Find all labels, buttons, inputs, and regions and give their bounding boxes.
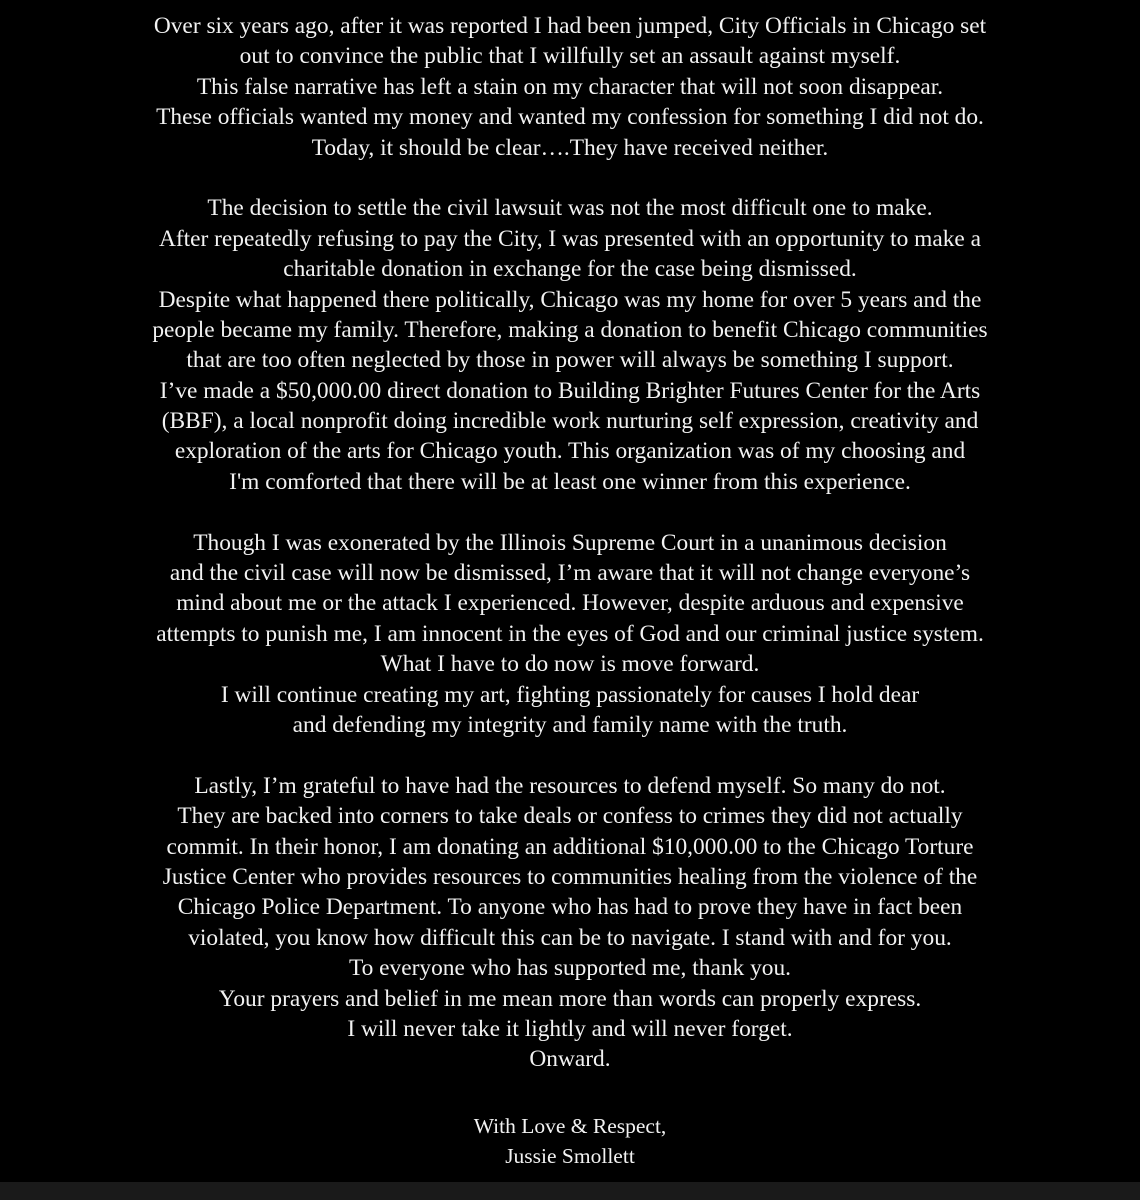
statement-line: These officials wanted my money and wanted my confession for something I did not do. xyxy=(156,104,984,131)
statement-line: mind about me or the attack I experienced. However, despite arduous and expensive xyxy=(176,590,964,617)
statement-line: To everyone who has supported me, thank you. xyxy=(348,955,792,982)
statement-line: out to convince the public that I willfully set an assault against myself. xyxy=(239,43,901,70)
statement-line: Justice Center who provides resources to communities healing from the violence of the xyxy=(162,863,978,890)
statement-line: attempts to punish me, I am innocent in the eyes of God and our criminal justice system. xyxy=(156,620,984,647)
paragraph-spacer xyxy=(0,163,1140,193)
statement-line: I will continue creating my art, fighting passionately for causes I hold dear xyxy=(220,681,920,708)
closing-salutation: With Love & Respect, xyxy=(473,1114,667,1138)
statement-line: people became my family. Therefore, making a donation to benefit Chicago communities xyxy=(152,316,988,343)
statement-line: commit. In their honor, I am donating an additional $10,000.00 to the Chicago Torture xyxy=(166,833,974,860)
statement-line: What I have to do now is move forward. xyxy=(380,651,760,678)
paragraph-2 xyxy=(0,193,1140,497)
signature-name: Jussie Smollett xyxy=(505,1144,635,1168)
paragraph-4 xyxy=(0,771,1140,1075)
paragraph-1 xyxy=(0,11,1140,163)
statement-line: Onward. xyxy=(529,1046,611,1073)
statement-body xyxy=(0,11,1140,1075)
statement-line: Lastly, I’m grateful to have had the resources to defend myself. So many do not. xyxy=(194,772,946,799)
statement-line: (BBF), a local nonprofit doing incredible work nurturing self expression, creativity and xyxy=(161,408,979,435)
statement-line: Despite what happened there politically, Chicago was my home for over 5 years and the xyxy=(158,286,982,313)
statement-line: I'm comforted that there will be at least one winner from this experience. xyxy=(229,468,911,495)
statement-line: The decision to settle the civil lawsuit was not the most difficult one to make. xyxy=(207,195,933,222)
statement-line: Today, it should be clear….They have received neither. xyxy=(311,134,829,161)
statement-line: This false narrative has left a stain on my character that will not soon disappear. xyxy=(196,73,944,100)
statement-line: They are backed into corners to take deals or confess to crimes they did not actually xyxy=(177,803,963,830)
bottom-edge-bar xyxy=(0,1182,1140,1200)
statement-line: and defending my integrity and family name with the truth. xyxy=(292,711,848,738)
statement-line: violated, you know how difficult this can be to navigate. I stand with and for you. xyxy=(188,924,952,951)
paragraph-spacer xyxy=(0,740,1140,770)
statement-line: Your prayers and belief in me mean more than words can properly express. xyxy=(218,985,922,1012)
paragraph-spacer xyxy=(0,497,1140,527)
statement-line: I’ve made a $50,000.00 direct donation to Building Brighter Futures Center for the Arts xyxy=(159,377,981,404)
statement-line: Over six years ago, after it was reported I had been jumped, City Officials in Chicago set xyxy=(153,13,987,39)
statement-line: Chicago Police Department. To anyone who has had to prove they have in fact been xyxy=(177,894,963,921)
statement-line: I will never take it lightly and will never forget. xyxy=(347,1015,793,1042)
paragraph-3 xyxy=(0,528,1140,741)
statement-line: charitable donation in exchange for the case being dismissed. xyxy=(283,256,857,283)
statement-line: After repeatedly refusing to pay the City, I was presented with an opportunity to make a xyxy=(158,225,982,252)
statement-line: Though I was exonerated by the Illinois Supreme Court in a unanimous decision xyxy=(193,529,947,556)
statement-line: and the civil case will now be dismissed, I’m aware that it will not change everyone’s xyxy=(169,560,971,587)
statement-line: exploration of the arts for Chicago youth. This organization was of my choosing and xyxy=(174,438,966,465)
statement-line: that are too often neglected by those in power will always be something I support. xyxy=(186,347,954,374)
